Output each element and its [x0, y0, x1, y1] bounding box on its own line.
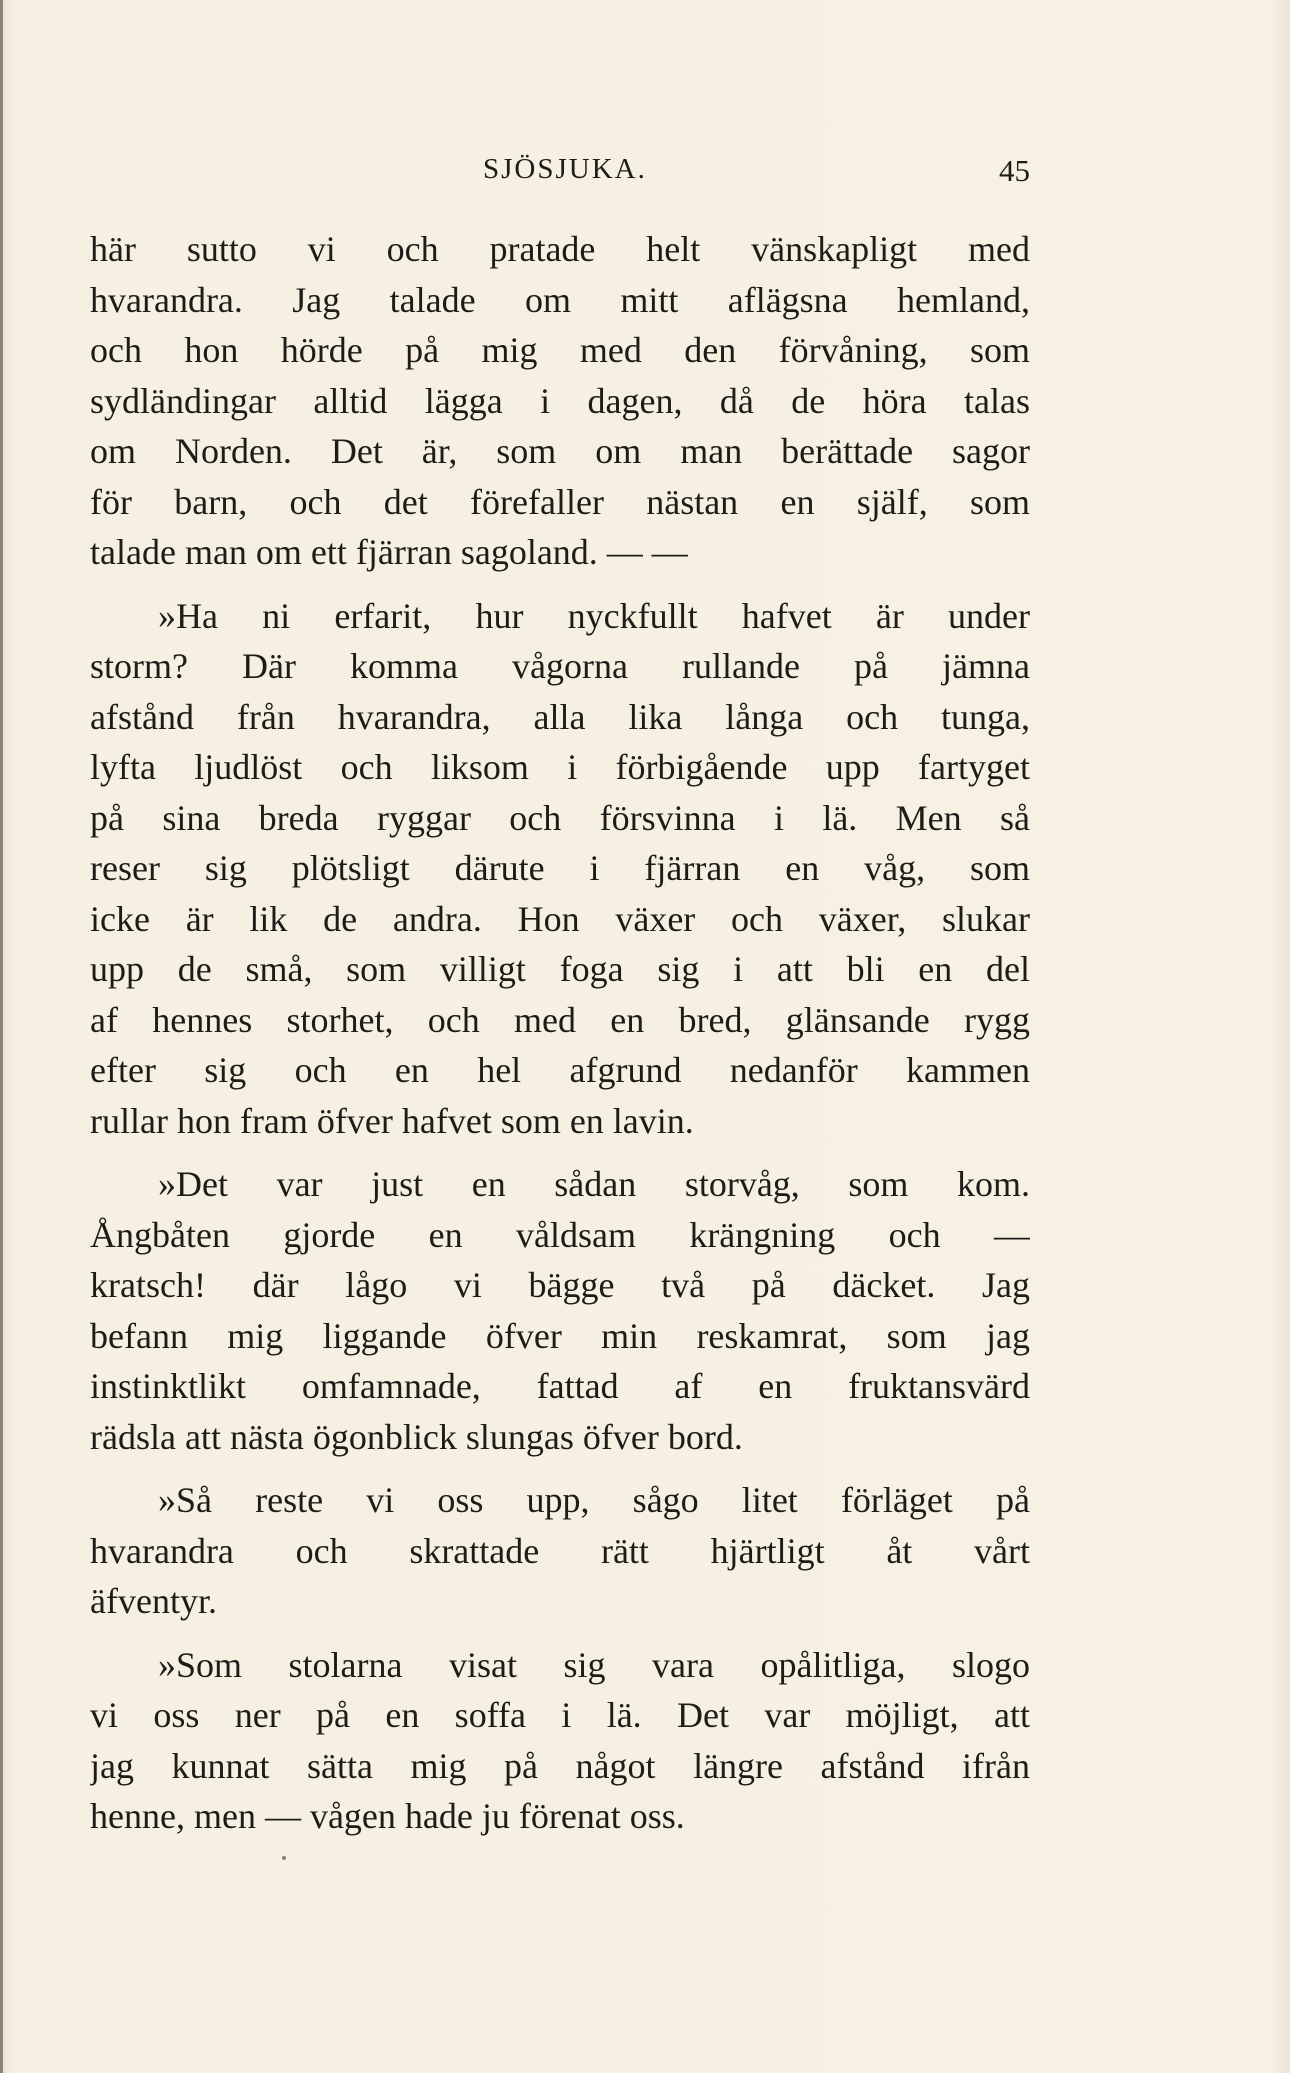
- text-line: »Det var just en sådan storvåg, som kom.: [158, 1164, 1030, 1204]
- page-edge: [0, 0, 3, 2073]
- print-speck: [282, 1856, 286, 1860]
- text-line: rullar hon fram öfver hafvet som en lavin.: [90, 1100, 694, 1141]
- paragraph: [90, 1475, 1030, 1627]
- text-line: upp de små, som villigt foga sig i att bli en del: [90, 949, 1030, 989]
- text-line: instinktlikt omfamnade, fattad af en fruktansvärd: [90, 1366, 1030, 1406]
- text-line: rädsla att nästa ögonblick slungas öfver bord.: [90, 1416, 743, 1457]
- text-line: efter sig och en hel afgrund nedanför kammen: [90, 1050, 1030, 1090]
- text-line: på sina breda ryggar och försvinna i lä. Men så: [90, 797, 1030, 838]
- text-line: sydländingar alltid lägga i dagen, då de höra talas: [90, 380, 1030, 421]
- paragraph: [90, 1640, 1030, 1842]
- text-line: af hennes storhet, och med en bred, glänsande rygg: [90, 999, 1030, 1040]
- text-line: Ångbåten gjorde en våldsam krängning och —: [90, 1214, 1030, 1255]
- text-line: befann mig liggande öfver min reskamrat, som jag: [90, 1315, 1030, 1356]
- text-line: »Så reste vi oss upp, sågo litet förläget på: [158, 1480, 1030, 1520]
- paragraph: [90, 591, 1030, 1147]
- text-line: talade man om ett fjärran sagoland. — —: [90, 532, 688, 572]
- text-line: om Norden. Det är, som om man berättade sagor: [90, 431, 1030, 471]
- text-line: afstånd från hvarandra, alla lika långa och tunga,: [90, 696, 1030, 737]
- paragraph: [90, 224, 1030, 578]
- text-line: och hon hörde på mig med den förvåning, som: [90, 330, 1030, 370]
- body-text: [90, 224, 1030, 1842]
- chapter-title: SJÖSJUKA.: [483, 153, 647, 185]
- page-number: 45: [999, 153, 1030, 188]
- text-line: lyfta ljudlöst och liksom i förbigående upp fartyget: [90, 747, 1030, 787]
- paragraph: [90, 1159, 1030, 1462]
- text-line: vi oss ner på en soffa i lä. Det var möjligt, att: [90, 1695, 1030, 1735]
- text-line: reser sig plötsligt därute i fjärran en våg, som: [90, 848, 1030, 888]
- text-line: »Som stolarna visat sig vara opålitliga, slogo: [158, 1644, 1030, 1685]
- text-line: »Ha ni erfarit, hur nyckfullt hafvet är under: [158, 595, 1030, 636]
- text-line: hvarandra. Jag talade om mitt aflägsna hemland,: [90, 279, 1030, 320]
- text-line: kratsch! där lågo vi bägge två på däcket. Jag: [90, 1265, 1030, 1305]
- text-line: jag kunnat sätta mig på något längre afstånd ifrån: [90, 1745, 1030, 1786]
- text-line: för barn, och det förefaller nästan en själf, som: [90, 481, 1030, 522]
- text-line: hvarandra och skrattade rätt hjärtligt åt vårt: [90, 1530, 1030, 1571]
- text-line: henne, men — vågen hade ju förenat oss.: [90, 1796, 685, 1836]
- text-line: icke är lik de andra. Hon växer och växer, slukar: [90, 898, 1030, 939]
- running-head: [90, 153, 1030, 193]
- text-line: äfventyr.: [90, 1581, 217, 1621]
- text-line: här sutto vi och pratade helt vänskapligt med: [90, 229, 1030, 269]
- text-line: storm? Där komma vågorna rullande på jämna: [90, 646, 1030, 686]
